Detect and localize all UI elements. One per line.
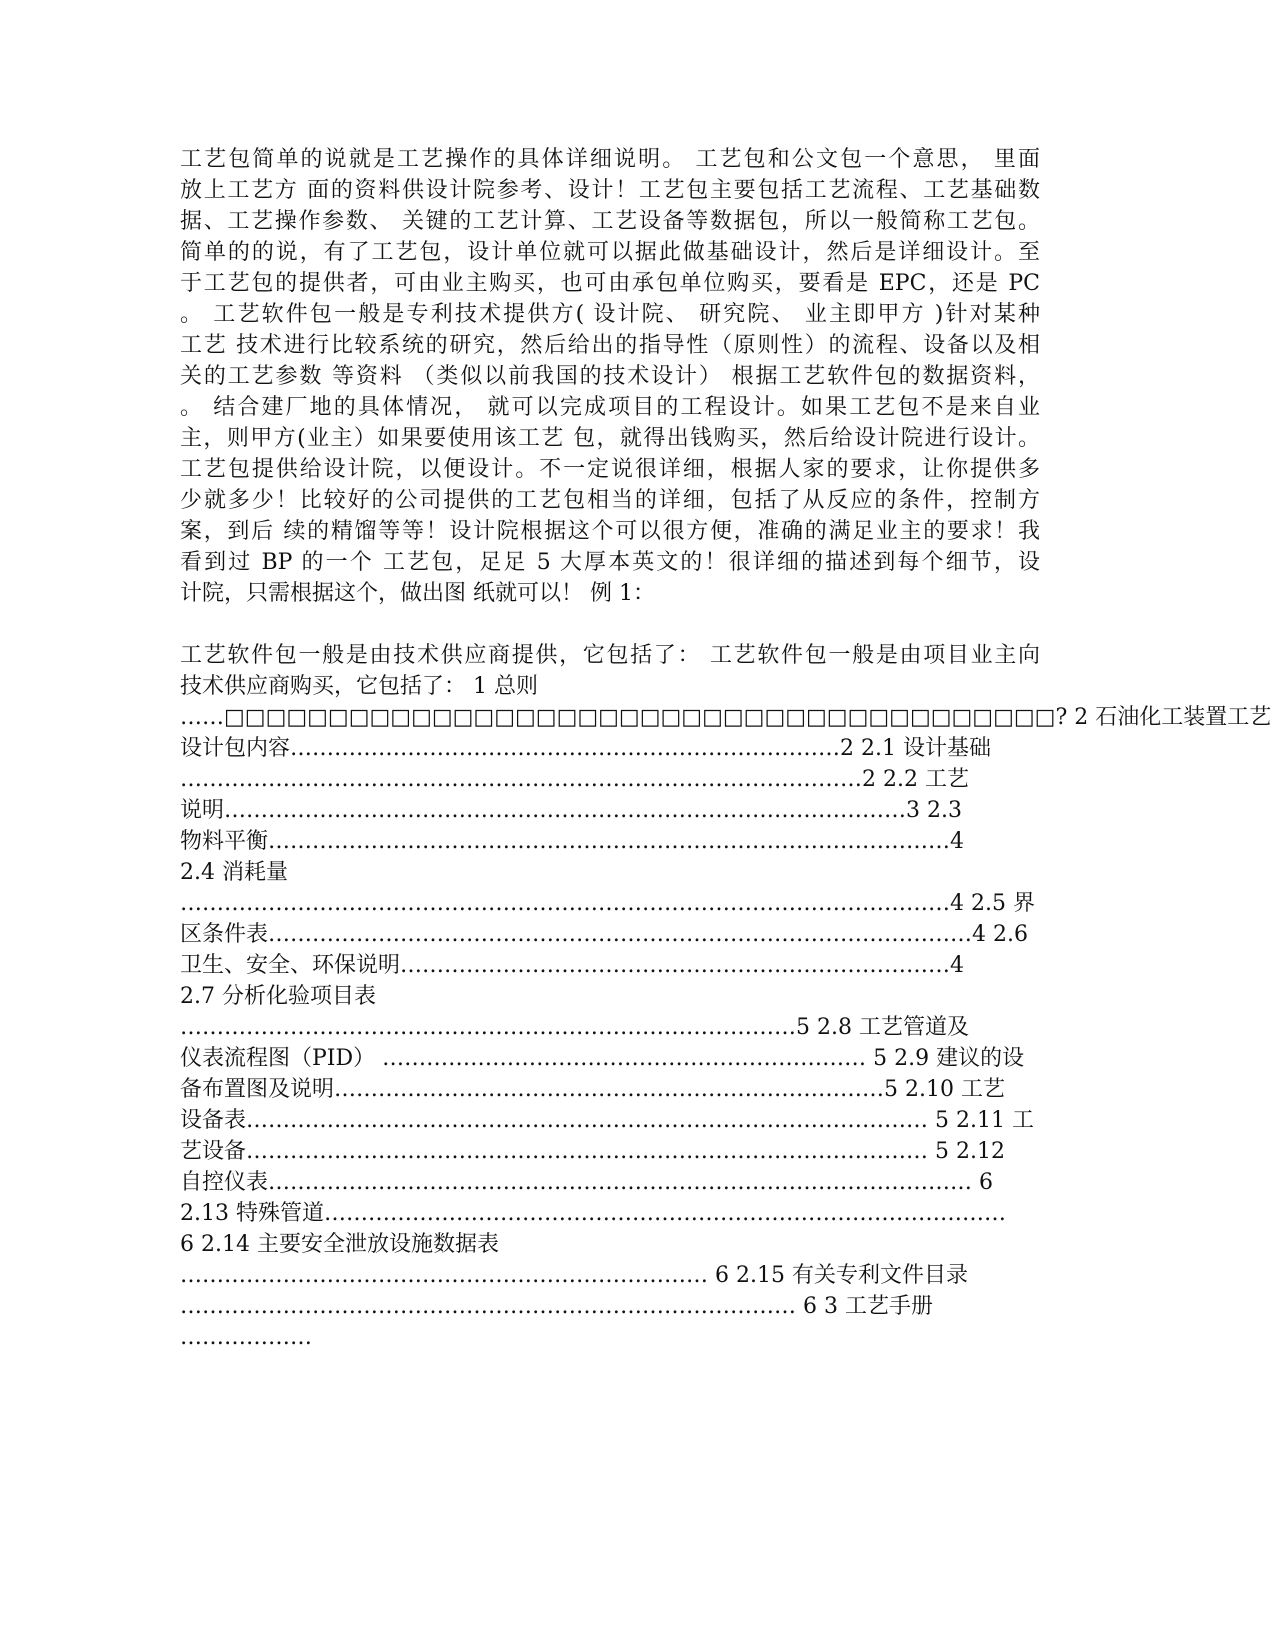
text-line: 工艺包提供给设计院，以便设计。不一定说很详细，根据人家的要求，让你提供多 [180,457,1040,482]
toc-line: ……………………………………………………………………………………………4 2.5 界 [180,891,1035,916]
text-line: 工艺软件包一般是由技术供应商提供，它包括了： 工艺软件包一般是由项目业主向 [180,643,1040,668]
toc-line: 自控仪表…………………………………………………………………………………… 6 [180,1170,993,1195]
text-line: 技术供应商购买，它包括了： 1 总则 [180,674,538,699]
text-line: 。 工艺软件包一般是专利技术提供方( 设计院、 研究院、 业主即甲方 )针对某种 [180,302,1040,327]
toc-line: ……………………………………………………………… 6 2.15 有关专利文件目录 [180,1263,968,1288]
text-line: 案，到后 续的精馏等等！设计院根据这个可以很方便，准确的满足业主的要求！我 [180,519,1040,544]
toc-line: 说明…………………………………………………………………………………3 2.3 [180,798,962,823]
toc-line: …………………………………………………………………………………2 2.2 工艺 [180,767,969,792]
document-page [180,144,1272,1353]
toc-line: 艺设备………………………………………………………………………………… 5 2.12 [180,1139,1005,1164]
toc-line: ………………………………………………………………………… 6 3 工艺手册 [180,1294,933,1319]
toc-line: 2.4 消耗量 [180,860,288,885]
toc-line: 2.7 分析化验项目表 [180,984,376,1009]
toc-line: 6 2.14 主要安全泄放设施数据表 [180,1232,499,1257]
toc-line: …………………………………………………………………………5 2.8 工艺管道及 [180,1015,969,1040]
toc-line: 设计包内容…………………………………………………………………2 2.1 设计基础 [180,736,991,761]
toc-line: 仪表流程图（PID） ………………………………………………………… 5 2.9 建议的设 [180,1046,1025,1071]
toc-line: ……□□□□□□□□□□□□□□□□□□□□□□□□□□□□□□□□□□□□□□□□? 2 石油化工装置工艺 [180,705,1272,730]
toc-line: 物料平衡…………………………………………………………………………………4 [180,829,964,854]
text-line: 放上工艺方 面的资料供设计院参考、设计！工艺包主要包括工艺流程、工艺基础数 [180,178,1040,203]
text-line: 。 结合建厂地的具体情况， 就可以完成项目的工程设计。如果工艺包不是来自业 [180,395,1040,420]
toc-line: 卫生、安全、环保说明…………………………………………………………………4 [180,953,964,978]
toc-paragraph [180,640,1272,1353]
text-line: 少就多少！比较好的公司提供的工艺包相当的详细，包括了从反应的条件，控制方 [180,488,1040,513]
text-line: 于工艺包的提供者，可由业主购买，也可由承包单位购买，要看是 EPC，还是 PC [180,271,1040,296]
toc-line: 区条件表……………………………………………………………………………………4 2.6 [180,922,1028,947]
text-line: 工艺 技术进行比较系统的研究，然后给出的指导性（原则性）的流程、设备以及相 [180,333,1040,358]
intro-paragraph [180,144,1040,609]
toc-line: 备布置图及说明…………………………………………………………………5 2.10 工艺 [180,1077,1005,1102]
toc-line: 设备表………………………………………………………………………………… 5 2.11 工 [180,1108,1034,1133]
text-line: 工艺包简单的说就是工艺操作的具体详细说明。 工艺包和公文包一个意思， 里面 [180,147,1040,172]
text-line: 主，则甲方(业主）如果要使用该工艺 包，就得出钱购买，然后给设计院进行设计。 [180,426,1040,451]
paragraph-gap [180,609,1040,640]
toc-line: 2.13 特殊管道………………………………………………………………………………… [180,1201,1006,1226]
text-line: 据、工艺操作参数、 关键的工艺计算、工艺设备等数据包，所以一般简称工艺包。 [180,209,1040,234]
toc-line: ……………… [180,1325,312,1350]
text-line: 看到过 BP 的一个 工艺包，足足 5 大厚本英文的！很详细的描述到每个细节，设 [180,550,1040,575]
text-line: 计院，只需根据这个，做出图 纸就可以！ 例 1： [180,581,655,606]
text-line: 关的工艺参数 等资料 （类似以前我国的技术设计） 根据工艺软件包的数据资料， [180,364,1040,389]
text-line: 简单的的说，有了工艺包，设计单位就可以据此做基础设计，然后是详细设计。至 [180,240,1040,265]
